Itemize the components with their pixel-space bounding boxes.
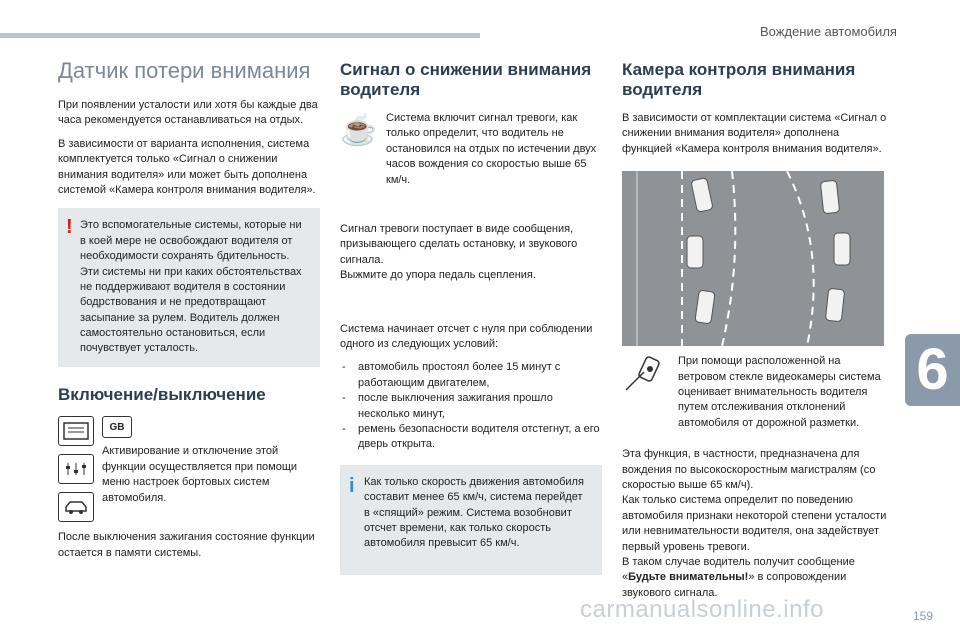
car-icon [58,492,94,522]
chapter-title: Вождение автомобиля [760,24,897,39]
header-bar [0,33,480,38]
onoff-text: Активирование и отключение этой функции осуществляется при помощи меню настроек бортовых систем автомобиля. [102,445,298,504]
alert-message: Будьте внимательны! [628,571,749,584]
onoff-row [58,416,320,522]
warning-text: Это вспомогательные системы, которые ни в коей мере не освобождают водителя от необходимости сохранять бдительность. Эти системы ни при каких обстоятельствах не поддерживают водителя в состоянии бодрствования и не предотвращают засыпание за рулем. Водитель должен самостоятельно остановиться, если почувствует усталость. [80,219,302,355]
list-item: - автомобиль простоял более 15 минут с работающим двигателем, [340,360,602,391]
camera-row [622,354,890,439]
info-icon: i [349,474,355,497]
screen-icon [58,416,94,446]
paragraph: Выжмите до упора педаль сцепления. [340,269,536,282]
camera-icon [622,354,666,394]
text-fragment: В таком случае водитель получит сообщение « [622,555,855,584]
list-item: - после выключения зажигания прошло несколько минут, [340,391,602,422]
paragraph: В зависимости от варианта исполнения, система комплектуется только «Сигнал о снижении внимания водителя» или может быть дополнена системой «Камера контроля внимания водителя». [58,137,316,196]
settings-sliders-icon [58,454,94,484]
text-fragment: » в сопровождении звукового сигнала. [622,571,847,599]
info-text: Как только скорость движения автомобиля составит менее 65 км/ч, система перейдет в «спящий» режим. Система возобновит отсчет времени, как только скорость автомобиля превысит 65 км/ч. [364,475,584,550]
road-illustration [622,171,884,346]
chapter-number-tab: 6 [905,334,960,406]
cup-text: Система включит сигнал тревоги, как только определит, что водитель не остановился на отдых по истечении двух часов вождения со скоростью выше 65 км/ч. [386,112,597,186]
column-3 [622,60,890,609]
column-2 [340,60,602,575]
section-title: Датчик потери внимания [58,58,311,83]
conditions-list [340,360,602,452]
page-number: 159 [913,609,934,623]
info-box [340,465,602,575]
gb-flag-icon: GB [102,416,132,438]
watermark: carmanualsonline.info [580,596,824,623]
icon-stack [58,416,94,522]
paragraph: Как только система определит по поведению автомобиля признаки некоторой степени усталости или невнимательности водителя, она задействует первый уровень тревоги. [622,494,887,553]
cup-row [340,111,602,196]
paragraph: В зависимости от комплектации система «Сигнал о снижении внимания водителя» дополнена функцией «Камера контроля внимания водителя». [622,112,887,155]
paragraph: Система начинает отсчет с нуля при соблюдении одного из следующих условий: [340,322,593,350]
coffee-cup-icon: ☕ [340,114,378,148]
section-title: Камера контроля внимания водителя [622,60,856,99]
car-shape [687,178,850,324]
column-1 [58,58,320,569]
paragraph [622,555,890,601]
warning-icon: ! [66,216,73,239]
paragraph: Сигнал тревоги поступает в виде сообщения, призывающего сделать остановку, и звукового сигнала. [340,223,578,266]
list-item: - ремень безопасности водителя отстегнут, а его дверь открыта. [340,422,602,453]
paragraph: При появлении усталости или хотя бы каждые два часа рекомендуется останавливаться на отдых. [58,99,318,127]
onoff-title: Включение/выключение [58,384,266,404]
section-title: Сигнал о снижении внимания водителя [340,60,592,99]
camera-text: При помощи расположенной на ветровом стекле видеокамеры система оценивает внимательность водителя путем отслеживания отклонений автомобиля от дорожной разметки. [678,355,881,429]
paragraph: Эта функция, в частности, предназначена для вождения по высокоскоростным магистралям (со скоростью выше 65 км/ч). [622,448,876,491]
warning-box [58,208,320,367]
paragraph: После выключения зажигания состояние функции остается в памяти системы. [58,531,315,559]
